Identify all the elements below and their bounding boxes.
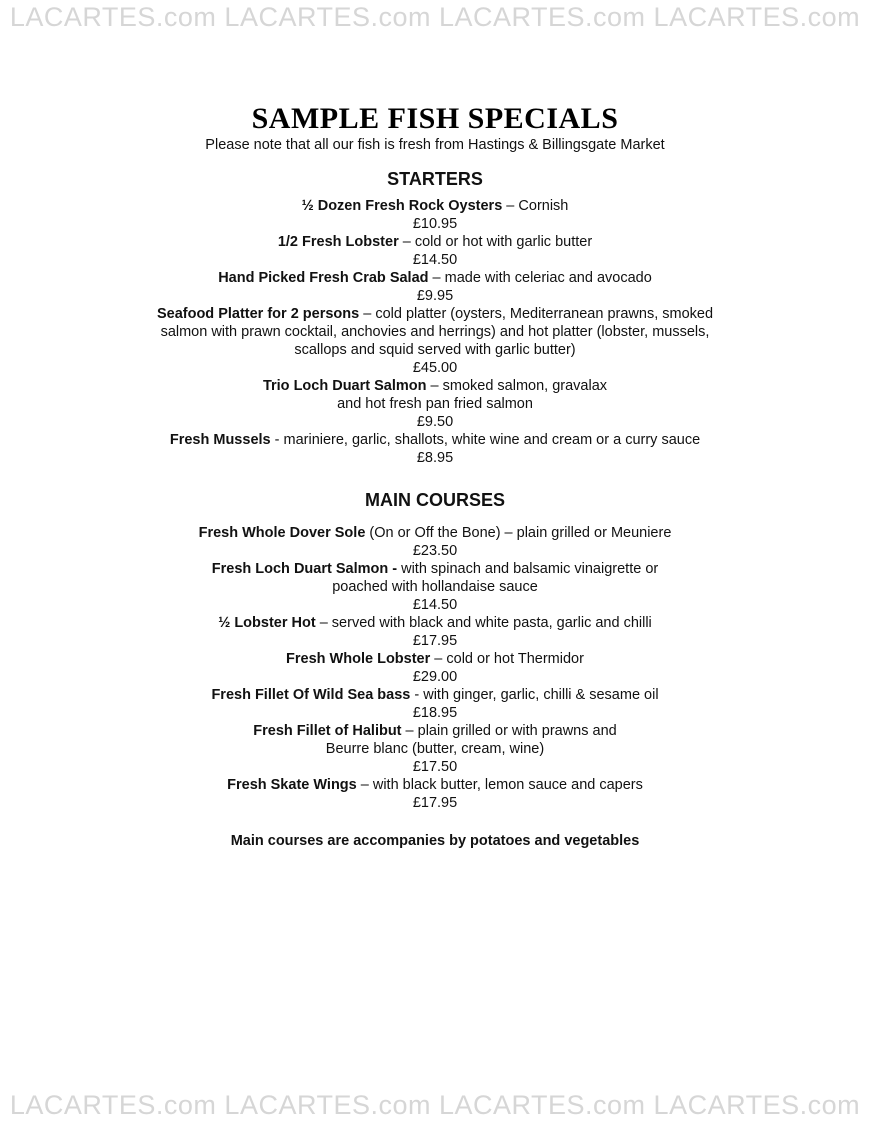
menu-item-description: – cold or hot with garlic butter (398, 234, 593, 250)
main-courses-list (0, 524, 870, 812)
page-title: SAMPLE FISH SPECIALS (251, 102, 619, 135)
menu-item (0, 614, 870, 650)
menu-item-description: - mariniere, garlic, shallots, white wine and cream or a curry sauce (270, 432, 701, 448)
menu-item-line (0, 650, 870, 668)
menu-item-price: £14.50 (412, 252, 458, 268)
menu-item-line (0, 305, 870, 323)
menu-item-line (0, 686, 870, 704)
main-courses-heading: MAIN COURSES (364, 490, 505, 510)
starters-list (0, 197, 870, 467)
watermark-bottom: LACARTES.com LACARTES.com LACARTES.com LACARTES.com (9, 1090, 861, 1120)
menu-item-name: Fresh Loch Duart Salmon - (211, 561, 398, 577)
footnote: Main courses are accompanies by potatoes and vegetables (230, 833, 640, 849)
menu-item-description-line (0, 578, 870, 596)
page-subtitle: Please note that all our fish is fresh from Hastings & Billingsgate Market (205, 137, 665, 153)
menu-item (0, 560, 870, 614)
menu-item (0, 197, 870, 233)
menu-item-name: ½ Lobster Hot (218, 615, 316, 631)
menu-item (0, 722, 870, 776)
menu-item-description: – served with black and white pasta, garlic and chilli (315, 615, 652, 631)
menu-item-description: Beurre blanc (butter, cream, wine) (325, 741, 545, 757)
menu-item-name: Hand Picked Fresh Crab Salad (218, 270, 429, 286)
menu-item-price: £14.50 (412, 597, 458, 613)
menu-item-name: Fresh Whole Dover Sole (198, 525, 366, 541)
menu-item (0, 377, 870, 431)
menu-item-line (0, 614, 870, 632)
menu-item (0, 233, 870, 269)
menu-item-description: - with ginger, garlic, chilli & sesame oil (410, 687, 659, 703)
menu-item-description-line (0, 323, 870, 341)
menu-item-price: £9.50 (416, 414, 454, 430)
menu-item-line (0, 269, 870, 287)
menu-item-line (0, 197, 870, 215)
menu-item-name: Fresh Whole Lobster (286, 651, 431, 667)
menu-item-name: Trio Loch Duart Salmon (262, 378, 427, 394)
menu-item (0, 305, 870, 377)
menu-item-description: – smoked salmon, gravalax (426, 378, 608, 394)
menu-item (0, 524, 870, 560)
menu-item-line (0, 722, 870, 740)
menu-item-description: with spinach and balsamic vinaigrette or (397, 561, 659, 577)
watermark-top: LACARTES.com LACARTES.com LACARTES.com LACARTES.com (9, 2, 861, 32)
menu-item-name: Fresh Fillet Of Wild Sea bass (211, 687, 411, 703)
menu-item (0, 686, 870, 722)
menu-item-price: £10.95 (412, 216, 458, 232)
menu-item (0, 650, 870, 686)
menu-item-price: £17.50 (412, 759, 458, 775)
menu-item-price: £23.50 (412, 543, 458, 559)
menu-item-price: £9.95 (416, 288, 454, 304)
menu-item-description-line (0, 395, 870, 413)
menu-item-description: – cold or hot Thermidor (430, 651, 584, 667)
menu-item-name: Fresh Skate Wings (227, 777, 357, 793)
menu-item-description-line (0, 341, 870, 359)
menu-item (0, 776, 870, 812)
menu-item-description: and hot fresh pan fried salmon (337, 396, 533, 412)
menu-item-price: £17.95 (412, 795, 458, 811)
menu-item-price: £18.95 (412, 705, 458, 721)
menu-item-name: 1/2 Fresh Lobster (277, 234, 399, 250)
menu-item-name: ½ Dozen Fresh Rock Oysters (301, 198, 503, 214)
menu-document (0, 102, 870, 850)
menu-item-name: Seafood Platter for 2 persons (156, 306, 360, 322)
menu-item-price: £17.95 (412, 633, 458, 649)
menu-item-description: salmon with prawn cocktail, anchovies and herrings) and hot platter (lobster, mussels, (160, 324, 710, 340)
starters-heading: STARTERS (387, 169, 483, 189)
menu-item-description: – Cornish (502, 198, 569, 214)
menu-item-price: £45.00 (412, 360, 458, 376)
menu-item-price: £29.00 (412, 669, 458, 685)
menu-item-line (0, 776, 870, 794)
menu-item-description: scallops and squid served with garlic butter) (294, 342, 576, 358)
menu-item-price: £8.95 (416, 450, 454, 466)
menu-item-description: – plain grilled or with prawns and (401, 723, 617, 739)
menu-item-description: (On or Off the Bone) – plain grilled or Meuniere (365, 525, 672, 541)
menu-item-name: Fresh Fillet of Halibut (253, 723, 402, 739)
menu-item-description: – with black butter, lemon sauce and capers (356, 777, 643, 793)
menu-item (0, 269, 870, 305)
menu-item-description-line (0, 740, 870, 758)
menu-item-description: – made with celeriac and avocado (428, 270, 652, 286)
menu-item-description: poached with hollandaise sauce (332, 579, 538, 595)
menu-item-name: Fresh Mussels (169, 432, 271, 448)
menu-item-line (0, 524, 870, 542)
menu-item-description: – cold platter (oysters, Mediterranean prawns, smoked (359, 306, 714, 322)
menu-item-line (0, 560, 870, 578)
menu-item-line (0, 233, 870, 251)
menu-item-line (0, 377, 870, 395)
menu-item (0, 431, 870, 467)
menu-item-line (0, 431, 870, 449)
